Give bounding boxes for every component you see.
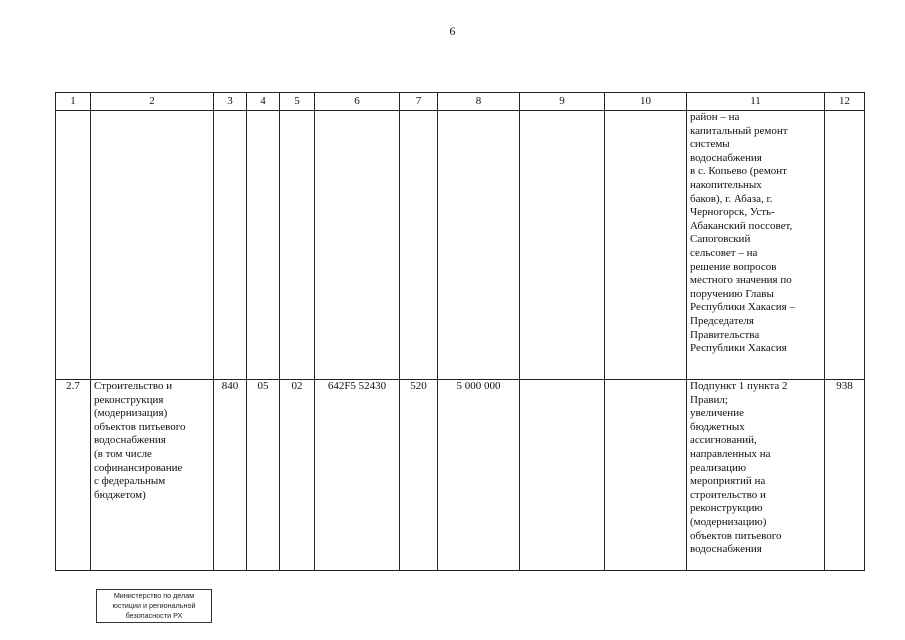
text-line: реконструкция — [94, 393, 164, 406]
text-line: софинансирование — [94, 461, 183, 474]
text-line: район – на — [690, 111, 740, 123]
cell-r1-c5 — [280, 111, 315, 380]
cell-r1-c4 — [247, 111, 280, 380]
header-row — [56, 93, 865, 111]
col-header-10: 10 — [605, 93, 687, 111]
text-line: Республики Хакасия – — [690, 301, 795, 314]
text-line: направленных на — [690, 447, 771, 460]
text-line: в с. Копьево (ремонт — [690, 165, 787, 178]
text-line: объектов питьевого — [690, 529, 782, 542]
cell-r2-c3: 840 — [214, 380, 247, 571]
cell-r2-c4: 05 — [247, 380, 280, 571]
text-line: накопительных — [690, 178, 762, 191]
text-line: водоснабжения — [690, 543, 762, 556]
cell-r1-c8 — [438, 111, 520, 380]
text-line: реализацию — [690, 461, 747, 474]
cell-r2-c11 — [687, 380, 825, 571]
col-header-9: 9 — [520, 93, 605, 111]
cell-r1-c2 — [91, 111, 214, 380]
text-line: системы — [690, 138, 730, 151]
text-line: (модернизация) — [94, 407, 168, 420]
text-line: Подпункт 1 пункта 2 — [690, 380, 788, 392]
text-line: бюджетом) — [94, 488, 146, 501]
cell-r2-c9 — [520, 380, 605, 571]
cell-r2-c10 — [605, 380, 687, 571]
cell-r1-c12 — [825, 111, 865, 380]
text-line: Председателя — [690, 314, 754, 327]
text-line: Строительство и — [94, 380, 173, 392]
stamp-line: Министерство по делам — [113, 591, 195, 600]
text-line: реконструкцию — [690, 502, 763, 515]
cell-r2-c8: 5 000 000 — [438, 380, 520, 571]
text-line: Абаканский поссовет, — [690, 219, 793, 232]
text-line: водоснабжения — [690, 151, 762, 164]
text-line: с федеральным — [94, 475, 166, 488]
text-line: объектов питьевого — [94, 420, 186, 433]
cell-r1-c6 — [315, 111, 400, 380]
text-line: местного значения по — [690, 274, 792, 287]
col-header-5: 5 — [280, 93, 315, 111]
text-line: баков), г. Абаза, г. — [690, 192, 773, 205]
col-header-6: 6 — [315, 93, 400, 111]
text-line: капитальный ремонт — [690, 124, 788, 137]
text-line: увеличение — [690, 407, 744, 420]
text-line: (модернизацию) — [690, 515, 767, 528]
col-header-12: 12 — [825, 93, 865, 111]
text-line: строительство и — [690, 488, 766, 501]
col-header-11: 11 — [687, 93, 825, 111]
text-line: Республики Хакасия — [690, 342, 787, 355]
text-line: бюджетных — [690, 420, 745, 433]
col-header-7: 7 — [400, 93, 438, 111]
cell-r2-c7: 520 — [400, 380, 438, 571]
text-line: (в том числе — [94, 447, 152, 460]
text-line: мероприятий на — [690, 475, 766, 488]
table-row — [56, 111, 865, 380]
col-header-3: 3 — [214, 93, 247, 111]
text-line: ассигнований, — [690, 434, 757, 447]
stamp-line: безопасности РХ — [125, 611, 183, 620]
stamp-line: юстиции и региональной — [112, 601, 196, 610]
cell-r2-c2 — [91, 380, 214, 571]
cell-r2-c1: 2.7 — [56, 380, 91, 571]
budget-table — [55, 92, 865, 571]
table-row — [56, 380, 865, 571]
text-line: Сапоговский — [690, 233, 751, 246]
cell-r1-c3 — [214, 111, 247, 380]
ministry-stamp — [96, 589, 212, 623]
text-line: поручению Главы — [690, 287, 774, 300]
cell-r1-c9 — [520, 111, 605, 380]
col-header-1: 1 — [56, 93, 91, 111]
cell-r1-c10 — [605, 111, 687, 380]
text-line: сельсовет – на — [690, 246, 758, 259]
col-header-4: 4 — [247, 93, 280, 111]
text-line: Правительства — [690, 328, 760, 341]
text-line: решение вопросов — [690, 260, 777, 273]
cell-r2-c6: 642F5 52430 — [315, 380, 400, 571]
cell-r1-c11 — [687, 111, 825, 380]
page-number: 6 — [449, 24, 456, 38]
text-line: Правил; — [690, 393, 728, 406]
cell-r2-c5: 02 — [280, 380, 315, 571]
col-header-2: 2 — [91, 93, 214, 111]
col-header-8: 8 — [438, 93, 520, 111]
text-line: водоснабжения — [94, 434, 166, 447]
cell-r1-c1 — [56, 111, 91, 380]
cell-r1-c7 — [400, 111, 438, 380]
cell-r2-c12: 938 — [825, 380, 865, 571]
text-line: Черногорск, Усть- — [690, 206, 775, 219]
